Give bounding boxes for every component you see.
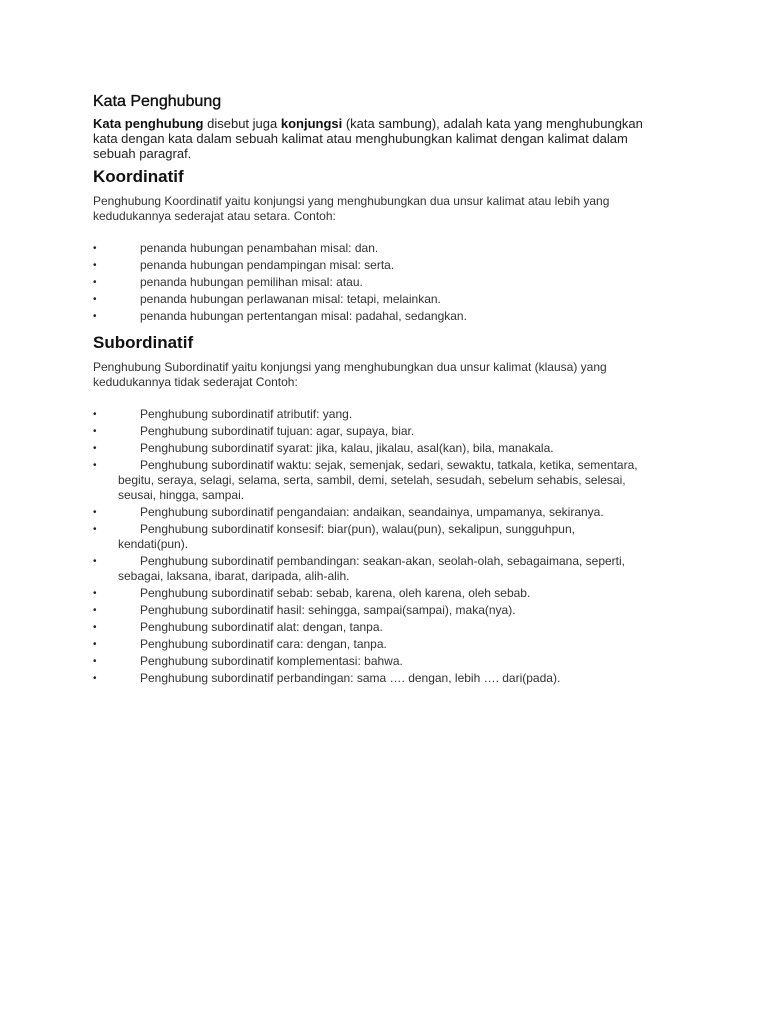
bullet-icon: • — [93, 409, 97, 420]
list-item-text: Penghubung subordinatif cara: dengan, tanpa. — [140, 637, 387, 651]
list-item-text: Penghubung subordinatif hasil: sehingga, sampai(sampai), maka(nya). — [140, 603, 516, 617]
bullet-icon: • — [93, 524, 97, 535]
bullet-icon: • — [93, 460, 97, 471]
intro-text-1: disebut juga — [203, 116, 281, 131]
bullet-icon: • — [93, 588, 97, 599]
list-item-text: Penghubung subordinatif tujuan: agar, supaya, biar. — [140, 424, 415, 438]
list-item — [93, 241, 648, 256]
list-item — [93, 505, 648, 520]
koordinatif-section — [93, 167, 668, 324]
bullet-icon: • — [93, 622, 97, 633]
list-item-text: penanda hubungan pendampingan misal: serta. — [140, 258, 395, 272]
list-item — [93, 292, 648, 307]
list-item — [93, 620, 648, 635]
bullet-icon: • — [93, 507, 97, 518]
intro-text-2: (kata sambung), adalah kata yang menghubungkan kata dengan kata dalam sebuah kalimat atau menghubungkan kalimat dengan kalimat dalam sebuah paragraf. — [93, 116, 643, 161]
subordinatif-heading: Subordinatif — [93, 333, 194, 352]
list-item-text: penanda hubungan pertentangan misal: padahal, sedangkan. — [140, 309, 467, 323]
list-item-text: Penghubung subordinatif pembandingan: seakan-akan, seolah-olah, sebagaimana, seperti, sebagai, laksana, ibarat, daripada, alih-alih. — [118, 554, 626, 583]
list-item — [93, 603, 648, 618]
list-item — [93, 407, 648, 422]
list-item — [93, 424, 648, 439]
list-item-text: Penghubung subordinatif perbandingan: sama …. dengan, lebih …. dari(pada). — [140, 671, 561, 685]
list-item-text: Penghubung subordinatif komplementasi: bahwa. — [140, 654, 403, 668]
subordinatif-paragraph: Penghubung Subordinatif yaitu konjungsi yang menghubungkan dua unsur kalimat (klausa) yang kedudukannya tidak sederajat Contoh: — [93, 360, 607, 389]
bullet-icon: • — [93, 426, 97, 437]
list-item-text: Penghubung subordinatif sebab: sebab, karena, oleh karena, oleh sebab. — [140, 586, 531, 600]
bullet-icon: • — [93, 443, 97, 454]
bullet-icon: • — [93, 605, 97, 616]
list-item — [93, 258, 648, 273]
list-item-text: penanda hubungan penambahan misal: dan. — [140, 241, 379, 255]
list-item — [93, 522, 648, 552]
subordinatif-list — [93, 407, 668, 686]
list-item-text: Penghubung subordinatif pengandaian: andaikan, seandainya, umpamanya, sekiranya. — [140, 505, 604, 519]
koordinatif-heading: Koordinatif — [93, 167, 184, 186]
list-item — [93, 586, 648, 601]
bullet-icon: • — [93, 243, 97, 254]
subordinatif-section — [93, 333, 668, 686]
list-item-text: penanda hubungan pemilihan misal: atau. — [140, 275, 363, 289]
page-title: Kata Penghubung — [93, 93, 222, 110]
bullet-icon: • — [93, 294, 97, 305]
bullet-icon: • — [93, 556, 97, 567]
bullet-icon: • — [93, 673, 97, 684]
list-item — [93, 554, 648, 584]
bullet-icon: • — [93, 311, 97, 322]
intro-paragraph — [93, 116, 653, 161]
list-item-text: Penghubung subordinatif waktu: sejak, semenjak, sedari, sewaktu, tatkala, ketika, sementara, begitu, seraya, selagi, selama, serta, sambil, demi, setelah, sesudah, sebelum sehabis, selesai, seusai, hingga, sampai. — [118, 458, 638, 502]
list-item-text: Penghubung subordinatif atributif: yang. — [140, 407, 353, 421]
list-item — [93, 671, 648, 686]
list-item — [93, 458, 648, 503]
list-item — [93, 309, 648, 324]
list-item-text: Penghubung subordinatif konsesif: biar(pun), walau(pun), sekalipun, sungguhpun, kendati(pun). — [118, 522, 575, 551]
list-item — [93, 654, 648, 669]
list-item-text: penanda hubungan perlawanan misal: tetapi, melainkan. — [140, 292, 441, 306]
list-item — [93, 637, 648, 652]
list-item-text: Penghubung subordinatif syarat: jika, kalau, jikalau, asal(kan), bila, manakala. — [140, 441, 554, 455]
list-item-text: Penghubung subordinatif alat: dengan, tanpa. — [140, 620, 383, 634]
intro-term-2: konjungsi — [280, 116, 343, 131]
bullet-icon: • — [93, 260, 97, 271]
bullet-icon: • — [93, 656, 97, 667]
list-item — [93, 441, 648, 456]
bullet-icon: • — [93, 277, 97, 288]
koordinatif-list — [93, 241, 668, 324]
bullet-icon: • — [93, 639, 97, 650]
intro-term: Kata penghubung — [93, 116, 204, 131]
list-item — [93, 275, 648, 290]
koordinatif-paragraph: Penghubung Koordinatif yaitu konjungsi yang menghubungkan dua unsur kalimat atau lebih yang kedudukannya sederajat atau setara. Contoh: — [93, 194, 610, 223]
